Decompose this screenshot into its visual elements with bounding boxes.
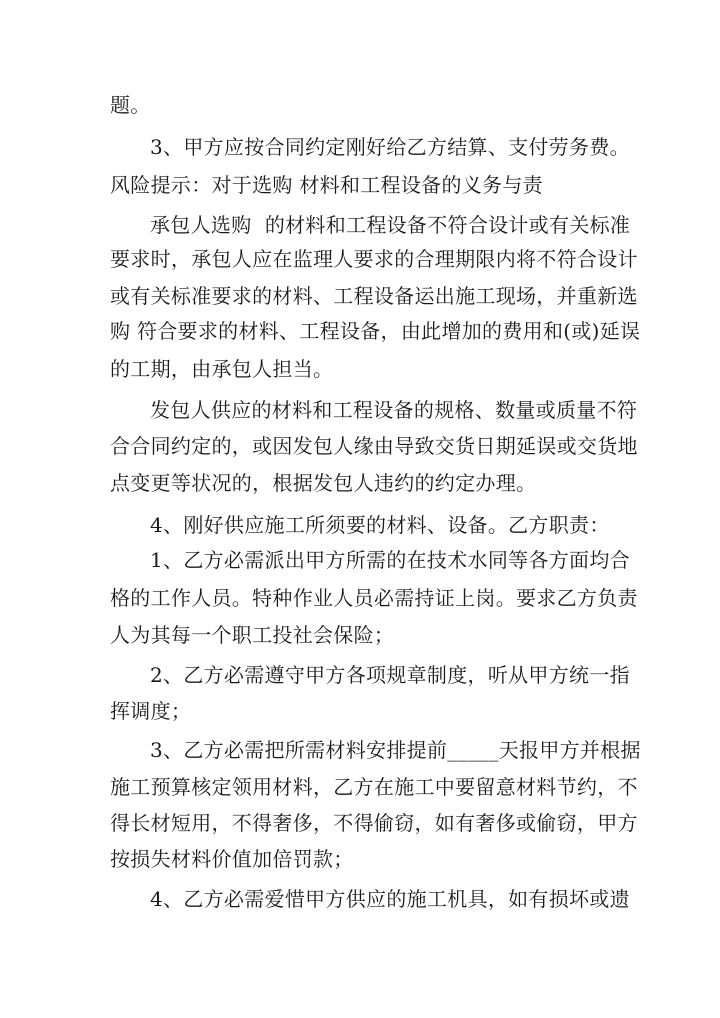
text-line: 的工期，由承包人担当。 xyxy=(110,357,334,381)
text-line: 格的工作人员。特种作业人员必需持证上岗。要求乙方负责 xyxy=(110,586,638,610)
text-line: 要求时，承包人应在监理人要求的合理期限内将不符合设计 xyxy=(110,247,638,271)
text-line: 人为其每一个职工投社会保险； xyxy=(110,623,395,647)
text-line: 购 符合要求的材料、工程设备，由此增加的费用和(或)延误 xyxy=(110,319,641,343)
text-line: 3、乙方必需把所需材料安排提前_____天报甲方并根据 xyxy=(150,738,641,762)
text-line: 3、甲方应按合同约定刚好给乙方结算、支付劳务费。 xyxy=(150,135,630,159)
text-line: 1、乙方必需派出甲方所需的在技术水同等各方面均合 xyxy=(150,548,630,572)
text-line: 合合同约定的，或因发包人缘由导致交货日期延误或交货地 xyxy=(110,434,638,458)
text-line: 承包人选购 的材料和工程设备不符合设计或有关标准 xyxy=(150,213,631,237)
text-line: 按损失材料价值加倍罚款； xyxy=(110,847,354,871)
text-line: 得长材短用，不得奢侈，不得偷窃，如有奢侈或偷窃，甲方 xyxy=(110,811,638,835)
text-line: 4、刚好供应施工所须要的材料、设备。乙方职责： xyxy=(150,513,610,537)
text-line: 或有关标准要求的材料、工程设备运出施工现场，并重新选 xyxy=(110,284,638,308)
text-line: 题。 xyxy=(110,93,151,117)
text-line: 4、乙方必需爱惜甲方供应的施工机具，如有损坏或遗 xyxy=(150,887,630,911)
text-line: 风险提示：对于选购 材料和工程设备的义务与责 xyxy=(110,173,543,197)
text-line: 发包人供应的材料和工程设备的规格、数量或质量不符 xyxy=(150,398,638,422)
text-line: 挥调度； xyxy=(110,699,192,723)
text-line: 点变更等状况的，根据发包人违约的约定办理。 xyxy=(110,471,537,495)
text-line: 施工预算核定领用材料，乙方在施工中要留意材料节约，不 xyxy=(110,775,638,799)
text-line: 2、乙方必需遵守甲方各项规章制度，听从甲方统一指 xyxy=(150,663,630,687)
